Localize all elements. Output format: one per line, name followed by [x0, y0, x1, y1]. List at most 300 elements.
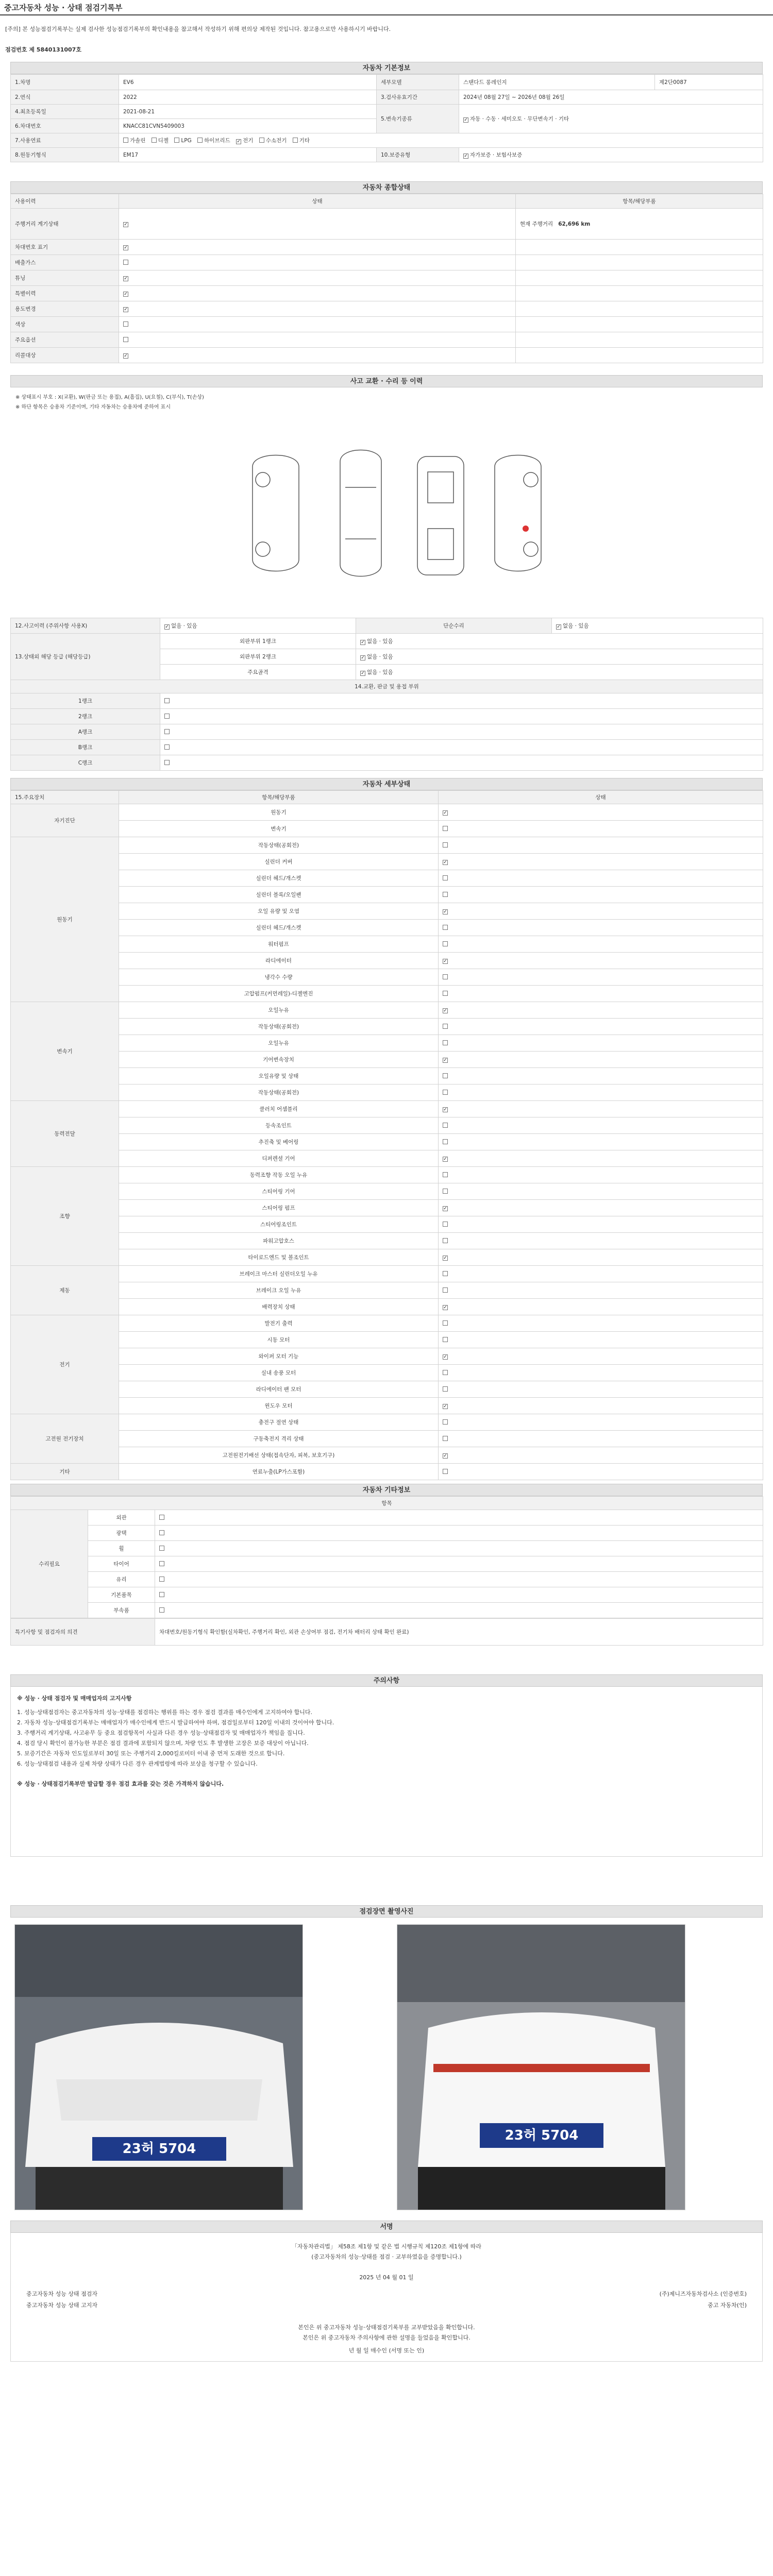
item-label: 워터펌프: [119, 936, 439, 953]
item-label: 배력장치 상태: [119, 1299, 439, 1315]
checkbox[interactable]: [443, 1436, 448, 1441]
caution-header: 주의사항: [10, 1674, 763, 1687]
row-label: 타이어: [88, 1556, 155, 1572]
checkbox[interactable]: [443, 892, 448, 897]
item-label: 와이퍼 모터 기능: [119, 1348, 439, 1365]
checkbox[interactable]: [443, 1238, 448, 1243]
checkbox[interactable]: [164, 624, 170, 630]
checkbox[interactable]: [159, 1592, 164, 1597]
checkbox[interactable]: [164, 714, 170, 719]
table-row: [11, 634, 763, 649]
accident-history-section: [10, 375, 763, 771]
table-row: [11, 1068, 763, 1084]
state-cell: [119, 348, 516, 363]
table-row: [11, 1510, 763, 1526]
checkbox[interactable]: [443, 1172, 448, 1177]
table-row: [11, 953, 763, 969]
state-cell: [439, 1002, 763, 1019]
state-cell: [439, 1431, 763, 1447]
general-condition-table: [10, 194, 763, 363]
item-label: 라디에이터 팬 모터: [119, 1381, 439, 1398]
checkbox[interactable]: [443, 925, 448, 930]
item-label: 스티어링 기어: [119, 1183, 439, 1200]
state-cell: [439, 804, 763, 821]
table-row: [11, 1526, 763, 1541]
engine-type-value: EM17: [119, 148, 377, 162]
item-label: 원동기: [119, 804, 439, 821]
state-cell: [439, 870, 763, 887]
caution-body: [10, 1687, 763, 1857]
checkbox[interactable]: [443, 1287, 448, 1293]
checkbox[interactable]: [123, 337, 128, 342]
plate-value: 제2단0087: [655, 75, 763, 90]
parts-cell: [160, 709, 763, 724]
state-cell: [439, 1315, 763, 1332]
checkbox[interactable]: [123, 353, 128, 359]
checkbox[interactable]: [463, 117, 468, 123]
field-label: 5.변속기종류: [377, 105, 459, 133]
table-row: [11, 1052, 763, 1068]
field-label: 2.연식: [11, 90, 119, 105]
trim-value: 스탠다드 롱레인지: [459, 75, 655, 90]
row-label: 튜닝: [11, 270, 119, 286]
receiver-date: 년 월 일 매수인 (서명 또는 인): [348, 2347, 425, 2354]
state-cell: [439, 953, 763, 969]
state-cell: [439, 1299, 763, 1315]
table-row: [11, 1167, 763, 1183]
table-row: [11, 969, 763, 986]
table-row: [11, 903, 763, 920]
mileage-value: 62,696 km: [558, 221, 591, 227]
note-cell: [516, 270, 763, 286]
detail-table: [10, 790, 763, 1480]
parts-cell: [160, 740, 763, 755]
year-value: 2022: [119, 90, 377, 105]
state-cell: [439, 1282, 763, 1299]
checkbox[interactable]: [259, 138, 264, 143]
wheel-icon: [256, 542, 270, 556]
field-label: 3.검사유효기간: [377, 90, 459, 105]
checkbox[interactable]: [443, 941, 448, 946]
row-label: 단순수리: [356, 618, 552, 634]
other-info-header: 자동차 기타정보: [10, 1484, 763, 1496]
checkbox[interactable]: [236, 139, 241, 144]
state-cell: [439, 1249, 763, 1266]
statement-2: (중고자동차의 성능·상태를 점검 · 교부하였음을 증명합니다.): [311, 2253, 462, 2260]
note-cell: [516, 332, 763, 348]
caution-line: 3. 주행거리 계기상태, 사고유무 등 중요 점검항목이 사실과 다른 경우 성능·상태점검자 및 매매업자가 책임을 집니다.: [17, 1730, 305, 1736]
table-row: [11, 148, 763, 162]
note-cell: [516, 317, 763, 332]
row-label: 부속품: [88, 1603, 155, 1618]
car-frame-outline: [417, 456, 464, 575]
checkbox[interactable]: [164, 760, 170, 765]
general-condition-section: [10, 181, 763, 363]
table-row: [11, 332, 763, 348]
col-header: 항목/해당부품: [516, 194, 763, 209]
table-row: [11, 1266, 763, 1282]
checkbox[interactable]: [556, 624, 561, 630]
item-label: 냉각수 수량: [119, 969, 439, 986]
car-frame-detail: [428, 529, 453, 560]
caution-title: ※ 성능 · 상태 점검자 및 매매업자의 고지사항: [17, 1695, 132, 1702]
checkbox[interactable]: [123, 245, 128, 250]
checkbox[interactable]: [443, 810, 448, 816]
table-row: [11, 854, 763, 870]
table-row: [11, 1216, 763, 1233]
table-row: [11, 1414, 763, 1431]
state-cell: [155, 1510, 763, 1526]
item-label: 클러치 어셈블리: [119, 1101, 439, 1117]
checkbox[interactable]: [197, 138, 203, 143]
photo-section: [10, 1905, 763, 1918]
signature-header: 서명: [10, 2221, 763, 2233]
checkbox[interactable]: [443, 1123, 448, 1128]
state-cell: [439, 936, 763, 953]
table-row: [11, 1464, 763, 1480]
table-row: [11, 804, 763, 821]
general-condition-header: 자동차 종합상태: [10, 181, 763, 194]
item-label: 윈도우 모터: [119, 1398, 439, 1414]
checkbox[interactable]: [443, 1354, 448, 1360]
table-row: [11, 1332, 763, 1348]
accident-history-header: 사고 교환 · 수리 등 이력: [10, 375, 763, 387]
checkbox[interactable]: [123, 292, 128, 297]
state-cell: ✓ 없음 · 있음: [160, 618, 356, 634]
checkbox[interactable]: [443, 1222, 448, 1227]
table-row: [11, 133, 763, 148]
caution-line: 4. 점검 당시 확인이 불가능한 부분은 점검 결과에 포함되지 않으며, 차량 인도 후 발생한 고장은 보증 대상이 아닙니다.: [17, 1740, 309, 1747]
checkbox[interactable]: [164, 744, 170, 750]
checkbox[interactable]: [443, 1404, 448, 1409]
checkbox[interactable]: [159, 1546, 164, 1551]
other-info-section: [10, 1484, 763, 1646]
checkbox[interactable]: [443, 1040, 448, 1045]
caution-footer: ※ 성능 · 상태점검기록부만 발급할 경우 점검 효과를 갖는 것은 가격하지 않습니다.: [17, 1781, 224, 1787]
caution-list: [17, 1707, 756, 1769]
state-cell: [155, 1556, 763, 1572]
parts-cell: [160, 693, 763, 709]
table-row: [11, 317, 763, 332]
table-row: [11, 1035, 763, 1052]
state-cell: [439, 854, 763, 870]
state-cell: [439, 1233, 763, 1249]
item-label: 라디에이터: [119, 953, 439, 969]
row-label: 배출가스: [11, 255, 119, 270]
checkbox[interactable]: [123, 138, 128, 143]
state-cell: ✓ 없음 · 있음: [356, 649, 763, 665]
car-window-lines: [345, 487, 376, 539]
group-label: 원동기: [11, 837, 119, 1002]
checkbox[interactable]: [360, 671, 365, 676]
checkbox[interactable]: [443, 1419, 448, 1425]
checkbox[interactable]: [123, 321, 128, 327]
item-label: 변속기: [119, 821, 439, 837]
item-label: 기어변속장치: [119, 1052, 439, 1068]
checkbox[interactable]: [443, 1305, 448, 1310]
caution-line: 1. 성능·상태점검자는 중고자동차의 성능·상태를 점검하는 행위를 하는 경우 점검 결과를 매수인에게 고지하여야 합니다.: [17, 1709, 312, 1716]
group-label: 수리필요: [11, 1510, 88, 1618]
table-row: [11, 240, 763, 255]
state-cell: [155, 1603, 763, 1618]
row-label: 특기사항 및 점검자의 의견: [11, 1619, 155, 1646]
front-plate-text: 23허 5704: [122, 2141, 196, 2157]
checkbox[interactable]: [123, 222, 128, 227]
table-row: [11, 1398, 763, 1414]
table-row: [11, 1556, 763, 1572]
state-cell: [439, 1216, 763, 1233]
table-row: [11, 1431, 763, 1447]
row-label: 12.사고이력 (주위사항 사용X): [11, 618, 160, 634]
basic-info-table: [10, 74, 763, 162]
state-cell: [119, 286, 516, 301]
checkbox[interactable]: [443, 1320, 448, 1326]
table-row: [11, 821, 763, 837]
rank-label: 1랭크: [11, 693, 160, 709]
row-label: 리콜대상: [11, 348, 119, 363]
table-row: [11, 870, 763, 887]
checkbox[interactable]: [443, 991, 448, 996]
parts-cell: [160, 724, 763, 740]
table-row: [11, 1282, 763, 1299]
inspector-label: 중고자동차 성능 상태 점검자: [26, 2291, 98, 2297]
row-label: 용도변경: [11, 301, 119, 317]
checkbox[interactable]: [123, 276, 128, 281]
row-label: 외관: [88, 1510, 155, 1526]
row-label: 13.상태외 해당 등급 (해당등급): [11, 634, 160, 680]
checkbox[interactable]: [443, 1189, 448, 1194]
table-row: [11, 1299, 763, 1315]
rank-label: 주요골격: [160, 665, 356, 680]
receiver-text: 본인은 위 중고자동차 성능·상태점검기록부를 교부받았음을 확인합니다.: [298, 2324, 475, 2331]
checkbox[interactable]: [443, 1107, 448, 1112]
col-header: 사용이력: [11, 194, 119, 209]
state-cell: [439, 1084, 763, 1101]
row-label: 광택: [88, 1526, 155, 1541]
state-cell: [439, 1167, 763, 1183]
table-row: [11, 837, 763, 854]
table-row: [11, 755, 763, 771]
table-row: [11, 1541, 763, 1556]
legend-text: ※ 상태표시 부호 : X(교환), W(판금 또는 용접), A(흠집), U(요철), C(부식), T(손상): [15, 395, 204, 400]
checkbox[interactable]: [443, 1139, 448, 1144]
checkbox[interactable]: [159, 1530, 164, 1535]
checkbox[interactable]: [443, 875, 448, 880]
state-cell: [155, 1572, 763, 1587]
table-row: [11, 709, 763, 724]
state-cell: [439, 1183, 763, 1200]
wheel-icon: [256, 472, 270, 487]
item-label: 실린더 헤드/개스켓: [119, 920, 439, 936]
item-label: 작동상태(공회전): [119, 837, 439, 854]
col-header: 항목: [11, 1497, 763, 1510]
checkbox[interactable]: [463, 154, 468, 159]
state-cell: ✓ 없음 · 있음: [552, 618, 763, 634]
car-side-right-outline: [495, 455, 541, 571]
table-row: [11, 1101, 763, 1117]
table-row: [11, 1381, 763, 1398]
table-row: [11, 1233, 763, 1249]
checkbox[interactable]: [443, 974, 448, 979]
row-label: 휠: [88, 1541, 155, 1556]
notice-text: [주의] 본 성능점검기록부는 실제 검사한 성능점검기록부의 확인내용을 참고해서 작성하기 위해 편의상 제작된 것입니다. 참고용으로만 사용하시기 바랍니다.: [5, 26, 391, 32]
table-row: [11, 1150, 763, 1167]
table-row: [11, 1348, 763, 1365]
front-car-image: [15, 1925, 303, 2210]
parts-cell: [160, 755, 763, 771]
table-row: [11, 255, 763, 270]
item-label: 실린더 커버: [119, 854, 439, 870]
state-cell: [439, 1348, 763, 1365]
table-row: [11, 1587, 763, 1603]
checkbox[interactable]: [443, 842, 448, 848]
checkbox[interactable]: [360, 655, 365, 660]
detail-condition-section: [10, 778, 763, 1480]
state-cell: [119, 270, 516, 286]
reg-date-value: 2021-08-21: [119, 105, 377, 119]
inspector-name: (주)제니즈자동차검사소 (인증번호): [659, 2291, 747, 2297]
checkbox[interactable]: [443, 1157, 448, 1162]
checkbox[interactable]: [443, 1386, 448, 1392]
checkbox[interactable]: [164, 698, 170, 703]
table-row: [11, 1134, 763, 1150]
receiver-text-2: 본인은 위 중고자동차 주의사항에 관한 설명을 들었음을 확인합니다.: [303, 2334, 470, 2341]
table-row: [11, 1572, 763, 1587]
sub-header: 14.교환, 판금 및 용접 부위: [11, 680, 763, 693]
checkbox[interactable]: [443, 1256, 448, 1261]
checkbox[interactable]: [443, 1206, 448, 1211]
state-cell: [439, 1332, 763, 1348]
checkbox[interactable]: [152, 138, 157, 143]
checkbox[interactable]: [159, 1607, 164, 1613]
item-label: 브레이크 마스터 실린더오일 누유: [119, 1266, 439, 1282]
checkbox[interactable]: [164, 729, 170, 734]
note-cell: [516, 301, 763, 317]
table-row: [11, 693, 763, 709]
title-divider: [0, 14, 773, 15]
group-label: 고전원 전기장치: [11, 1414, 119, 1464]
item-label: 디퍼렌셜 기어: [119, 1150, 439, 1167]
row-label: 특별이력: [11, 286, 119, 301]
state-cell: [155, 1541, 763, 1556]
caution-line: 2. 자동차 성능·상태점검기록부는 매매업자가 매수인에게 반드시 발급하여야 하며, 점검일로부터 120일 이내의 것이어야 합니다.: [17, 1719, 334, 1726]
checkbox[interactable]: [443, 959, 448, 964]
rank-label: C랭크: [11, 755, 160, 771]
basic-info-section: [10, 62, 763, 162]
signature-section: [10, 2221, 763, 2362]
col-header: 상태: [119, 194, 516, 209]
item-label: 동력조향 작동 오일 누유: [119, 1167, 439, 1183]
checkbox[interactable]: [123, 307, 128, 312]
checkbox[interactable]: [443, 860, 448, 865]
row-label: 색상: [11, 317, 119, 332]
checkbox[interactable]: [443, 1090, 448, 1095]
checkbox[interactable]: [443, 1058, 448, 1063]
state-cell: [439, 1068, 763, 1084]
checkbox[interactable]: [159, 1577, 164, 1582]
table-row: [11, 301, 763, 317]
group-label: 조향: [11, 1167, 119, 1266]
state-cell: [119, 317, 516, 332]
accident-table: [10, 618, 763, 771]
item-label: 스티어링 펌프: [119, 1200, 439, 1216]
caution-section: [10, 1674, 763, 1857]
item-label: 작동상태(공회전): [119, 1019, 439, 1035]
item-label: 파워고압호스: [119, 1233, 439, 1249]
table-row: [11, 1117, 763, 1134]
rank-label: 외판부위 1랭크: [160, 634, 356, 649]
warranty-value: ✓ 자가보증 · 보험사보증: [459, 148, 763, 162]
record-number: 점검번호 제 5840131007호: [5, 46, 81, 53]
table-row: [11, 1019, 763, 1035]
item-label: 추진축 및 베어링: [119, 1134, 439, 1150]
car-frame-detail: [428, 472, 453, 503]
checkbox[interactable]: [123, 260, 128, 265]
state-cell: [155, 1526, 763, 1541]
checkbox[interactable]: [443, 1469, 448, 1474]
checkbox[interactable]: [443, 1008, 448, 1013]
caution-line: 6. 성능·상태점검 내용과 실제 차량 상태가 다른 경우 관계법령에 따라 보상을 청구할 수 있습니다.: [17, 1760, 258, 1767]
table-row: [11, 90, 763, 105]
state-cell: [439, 920, 763, 936]
checkbox[interactable]: [443, 1271, 448, 1276]
wheel-icon: [524, 542, 538, 556]
state-cell: [439, 1150, 763, 1167]
group-label: 기타: [11, 1464, 119, 1480]
checkbox[interactable]: [360, 640, 365, 645]
table-row: [11, 920, 763, 936]
checkbox[interactable]: [443, 1024, 448, 1029]
item-label: 타이로드엔드 및 볼조인트: [119, 1249, 439, 1266]
item-label: 실내 송풍 모터: [119, 1365, 439, 1381]
state-cell: [439, 837, 763, 854]
field-label: 7.사용연료: [11, 133, 119, 148]
col-header: 상태: [439, 791, 763, 804]
car-top-outline: [340, 450, 381, 577]
state-cell: [439, 969, 763, 986]
state-cell: [439, 821, 763, 837]
item-label: 등속조인트: [119, 1117, 439, 1134]
state-cell: [439, 1398, 763, 1414]
wheel-icon: [524, 472, 538, 487]
legend-note: ※ 하단 항목은 승용차 기준이며, 기타 자동차는 승용차에 준하여 표시: [15, 404, 171, 410]
transmission-value: ✓ 자동 · 수동 · 세미오토 · 무단변속기 · 기타: [459, 105, 763, 133]
item-label: 연료누출(LP가스포함): [119, 1464, 439, 1480]
checkbox[interactable]: [159, 1515, 164, 1520]
checkbox[interactable]: [174, 138, 179, 143]
field-label: 1.차명: [11, 75, 119, 90]
checkbox[interactable]: [443, 1453, 448, 1459]
checkbox[interactable]: [443, 1073, 448, 1078]
rank-label: A랭크: [11, 724, 160, 740]
checkbox[interactable]: [443, 1337, 448, 1342]
checkbox[interactable]: [159, 1561, 164, 1566]
checkbox[interactable]: [443, 826, 448, 831]
row-label: 차대번호 표기: [11, 240, 119, 255]
note-cell: [516, 348, 763, 363]
field-label: 6.차대번호: [11, 119, 119, 133]
state-cell: [439, 887, 763, 903]
state-cell: [119, 255, 516, 270]
state-cell: [439, 1365, 763, 1381]
checkbox[interactable]: [443, 909, 448, 914]
row-label: 주행거리 계기상태: [11, 209, 119, 240]
vehicle-diagram: [10, 410, 763, 616]
state-cell: [155, 1587, 763, 1603]
checkbox[interactable]: [293, 138, 298, 143]
state-cell: [119, 332, 516, 348]
checkbox[interactable]: [443, 1370, 448, 1375]
